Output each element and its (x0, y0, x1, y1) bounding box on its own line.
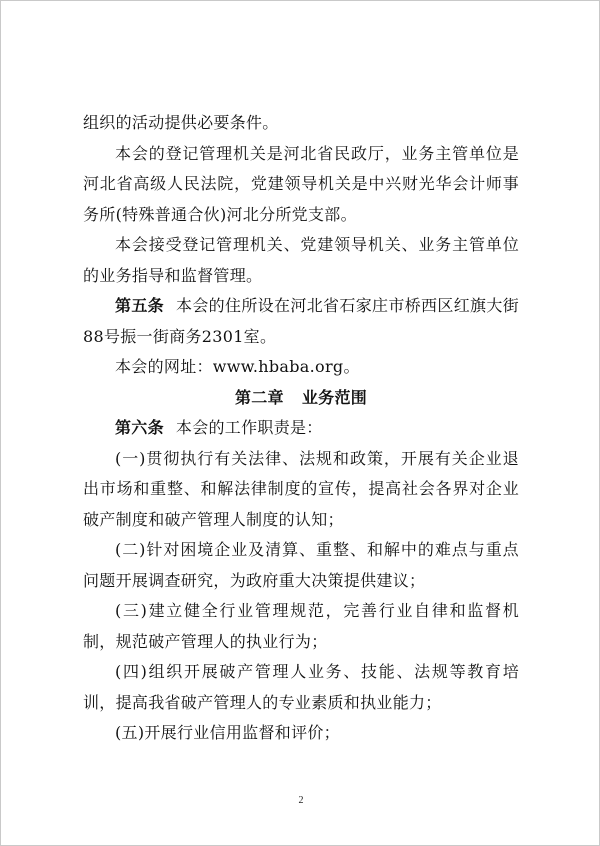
article-6-label: 第六条 (115, 418, 164, 437)
duty-item-3: (三)建立健全行业管理规范，完善行业自律和监督机制，规范破产管理人的执业行为； (83, 601, 519, 651)
paragraph-supervision: 本会接受登记管理机关、党建领导机关、业务主管单位的业务指导和监督管理。 (83, 235, 519, 285)
document-body (83, 108, 519, 749)
article-5-text: 本会的住所设在河北省石家庄市桥西区红旗大街88号振一街商务2301室。 (83, 296, 519, 346)
duty-item-5: (五)开展行业信用监督和评价； (115, 723, 340, 742)
chapter-heading (83, 383, 519, 414)
chapter-title: 业务范围 (301, 387, 368, 407)
article-6 (83, 413, 519, 444)
duty-item-1: (一)贯彻执行有关法律、法规和政策，开展有关企业退出市场和重整、和解法律制度的宣传，提高社会各界对企业破产制度和破产管理人制度的认知； (83, 448, 519, 529)
article-5-label: 第五条 (115, 296, 165, 315)
paragraph-continuation: 组织的活动提供必要条件。 (83, 113, 279, 132)
website-line: 本会的网址：www.hbaba.org。 (115, 357, 360, 376)
duty-item-2: (二)针对困境企业及清算、重整、和解中的难点与重点问题开展调查研究，为政府重大决策提供建议； (83, 540, 519, 590)
paragraph-registration-authority: 本会的登记管理机关是河北省民政厅，业务主管单位是河北省高级人民法院，党建领导机关是中兴财光华会计师事务所(特殊普通合伙)河北分所党支部。 (83, 143, 519, 224)
chapter-number: 第二章 (234, 387, 284, 407)
article-5 (83, 291, 519, 352)
duty-item-4: (四)组织开展破产管理人业务、技能、法规等教育培训，提高我省破产管理人的专业素质和执业能力； (83, 662, 519, 712)
page-number: 2 (298, 795, 304, 806)
article-6-text: 本会的工作职责是： (175, 418, 323, 437)
